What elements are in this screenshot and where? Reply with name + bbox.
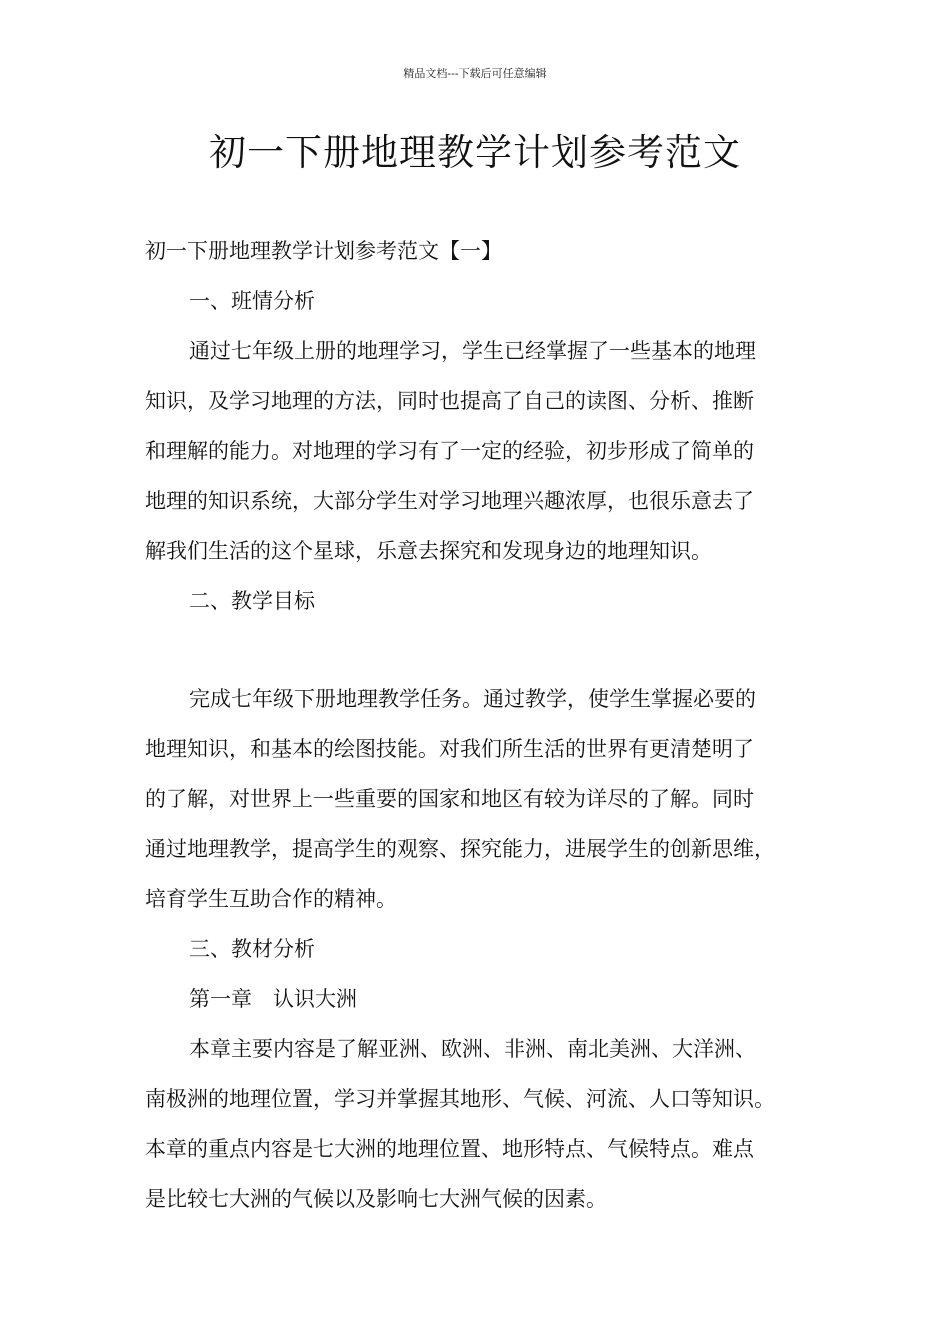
paragraph-line: 本章主要内容是了解亚洲、欧洲、非洲、南北美洲、大洋洲、: [189, 1037, 756, 1061]
paragraph-line: 通过地理教学，提高学生的观察、探究能力，进展学生的创新思维，: [145, 837, 775, 861]
paragraph-line: 培育学生互助合作的精神。: [145, 887, 397, 911]
paragraph-line: 地理知识，和基本的绘图技能。对我们所生活的世界有更清楚明了: [145, 737, 754, 761]
heading-teaching-goals: 二、教学目标: [189, 589, 315, 613]
paragraph-line: 地理的知识系统，大部分学生对学习地理兴趣浓厚，也很乐意去了: [145, 489, 754, 513]
paragraph-line: 的了解，对世界上一些重要的国家和地区有较为详尽的了解。同时: [145, 787, 754, 811]
section-heading-plan-one: 初一下册地理教学计划参考范文【一】: [145, 239, 502, 263]
heading-class-analysis: 一、班情分析: [189, 289, 315, 313]
paragraph-line: 知识，及学习地理的方法，同时也提高了自己的读图、分析、推断: [145, 389, 754, 413]
paragraph-line: 解我们生活的这个星球，乐意去探究和发现身边的地理知识。: [145, 539, 712, 563]
paragraph-line: 通过七年级上册的地理学习，学生已经掌握了一些基本的地理: [189, 339, 756, 363]
document-title: 初一下册地理教学计划参考范文: [209, 131, 741, 174]
document-body: [145, 226, 825, 1226]
heading-textbook-analysis: 三、教材分析: [189, 937, 315, 961]
heading-chapter-one: 第一章 认识大洲: [189, 987, 357, 1011]
paragraph-line: 本章的重点内容是七大洲的地理位置、地形特点、气候特点。难点: [145, 1137, 754, 1161]
paragraph-line: 是比较七大洲的气候以及影响七大洲气候的因素。: [145, 1187, 607, 1211]
paragraph-line: 完成七年级下册地理教学任务。通过教学，使学生掌握必要的: [189, 687, 756, 711]
paragraph-line: 和理解的能力。对地理的学习有了一定的经验，初步形成了简单的: [145, 439, 754, 463]
header-note: 精品文档---下载后可任意编辑: [403, 67, 547, 80]
paragraph-line: 南极洲的地理位置，学习并掌握其地形、气候、河流、人口等知识。: [145, 1087, 775, 1111]
